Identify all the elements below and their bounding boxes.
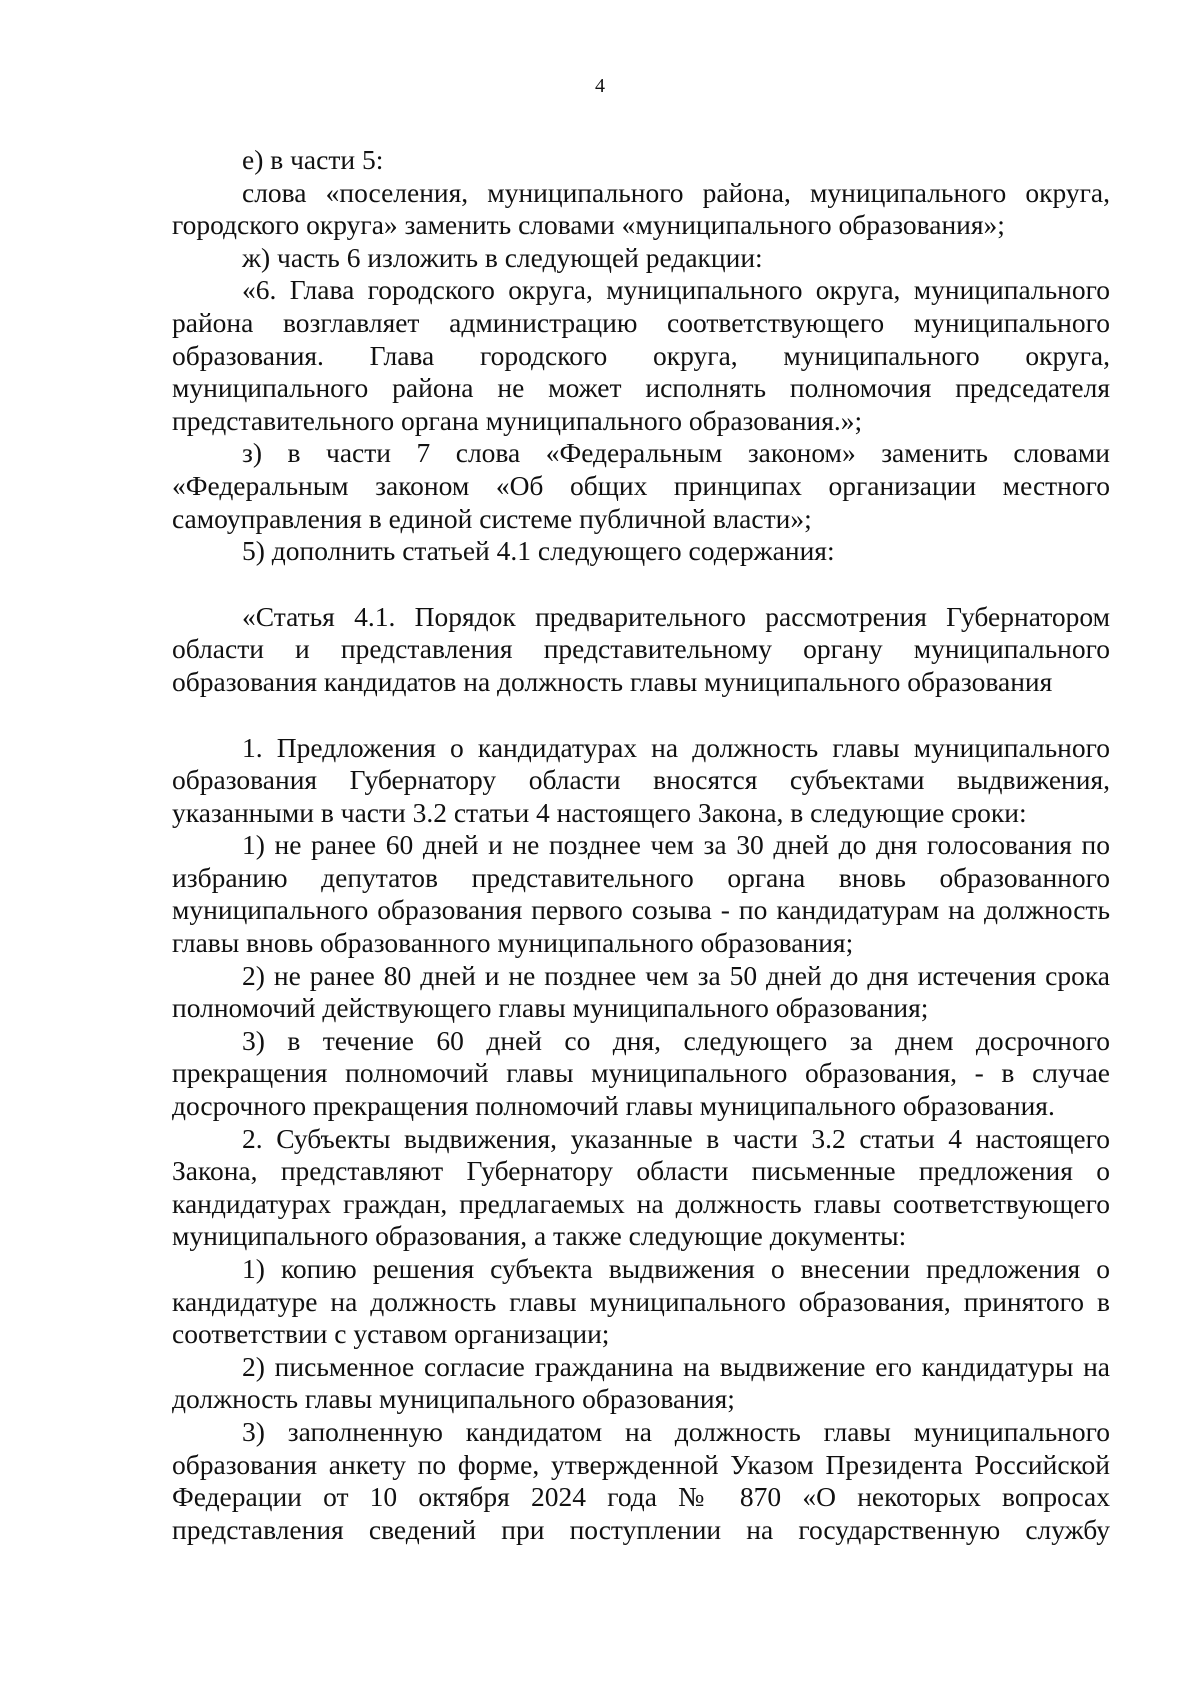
article-4-1-part-2-item-2: 2) письменное согласие гражданина на выдвижение его кандидатуры на должность главы муниципального образования;: [172, 1350, 1110, 1415]
paragraph-item-z-part-7: з) в части 7 слова «Федеральным законом» заменить словами «Федеральным законом «Об общих принципах организации местного самоуправления в единой системе публичной власти»;: [172, 437, 1110, 534]
article-4-1-part-2-item-3: 3) заполненную кандидатом на должность главы муниципального образования анкету по форме, утвержденной Указом Президента Российской Федерации от 10 октября 2024 года № 870 «О некоторых вопросах представления сведений при поступлении на государственную службу: [172, 1415, 1110, 1545]
article-4-1-part-1: 1. Предложения о кандидатурах на должность главы муниципального образования Губернатору области вносятся субъектами выдвижения, указанными в части 3.2 статьи 4 настоящего Закона, в следующие сроки:: [172, 731, 1110, 828]
page-number: 4: [595, 75, 605, 97]
article-4-1-part-1-item-3: 3) в течение 60 дней со дня, следующего за днем досрочного прекращения полномочий главы муниципального образования, - в случае досрочного прекращения полномочий главы муниципального образования.: [172, 1024, 1110, 1122]
article-4-1-part-1-item-2: 2) не ранее 80 дней и не позднее чем за 50 дней до дня истечения срока полномочий действующего главы муниципального образования;: [172, 959, 1110, 1024]
paragraph-replace-words-part-5: слова «поселения, муниципального района, муниципального округа, городского округа» заменить словами «муниципального образования»;: [172, 176, 1110, 241]
paragraph-item-e-part-5: е) в части 5:: [242, 144, 384, 175]
paragraph-item-zh-part-6: ж) часть 6 изложить в следующей редакции:: [242, 241, 763, 273]
article-4-1-part-1-item-1: 1) не ранее 60 дней и не позднее чем за 30 дней до дня голосования по избранию депутатов представительного органа вновь образованного муниципального образования первого созыва - по кандидатурам на должность главы вновь образованного муниципального образования;: [172, 829, 1110, 959]
article-4-1-part-2: 2. Субъекты выдвижения, указанные в части 3.2 статьи 4 настоящего Закона, представляют Губернатору области письменные предложения о кандидатурах граждан, предлагаемых на должность главы соответствующего муниципального образования, а также следующие документы:: [172, 1122, 1110, 1252]
article-4-1-heading: «Статья 4.1. Порядок предварительного рассмотрения Губернатором области и представления представительному органу муниципального образования кандидатов на должность главы муниципального образования: [172, 600, 1110, 697]
document-body: [172, 144, 1110, 1546]
paragraph-new-part-6-text: «6. Глава городского округа, муниципального округа, муниципального района возглавляет администрацию соответствующего муниципального образования. Глава городского округа, муниципального округа, муниципального района не может исполнять полномочия председателя представительного органа муниципального образования.»;: [172, 274, 1110, 436]
paragraph-item-5-add-article: 5) дополнить статьей 4.1 следующего содержания:: [242, 535, 835, 567]
article-4-1-part-2-item-1: 1) копию решения субъекта выдвижения о внесении предложения о кандидатуре на должность главы муниципального образования, принятого в соответствии с уставом организации;: [172, 1253, 1110, 1350]
